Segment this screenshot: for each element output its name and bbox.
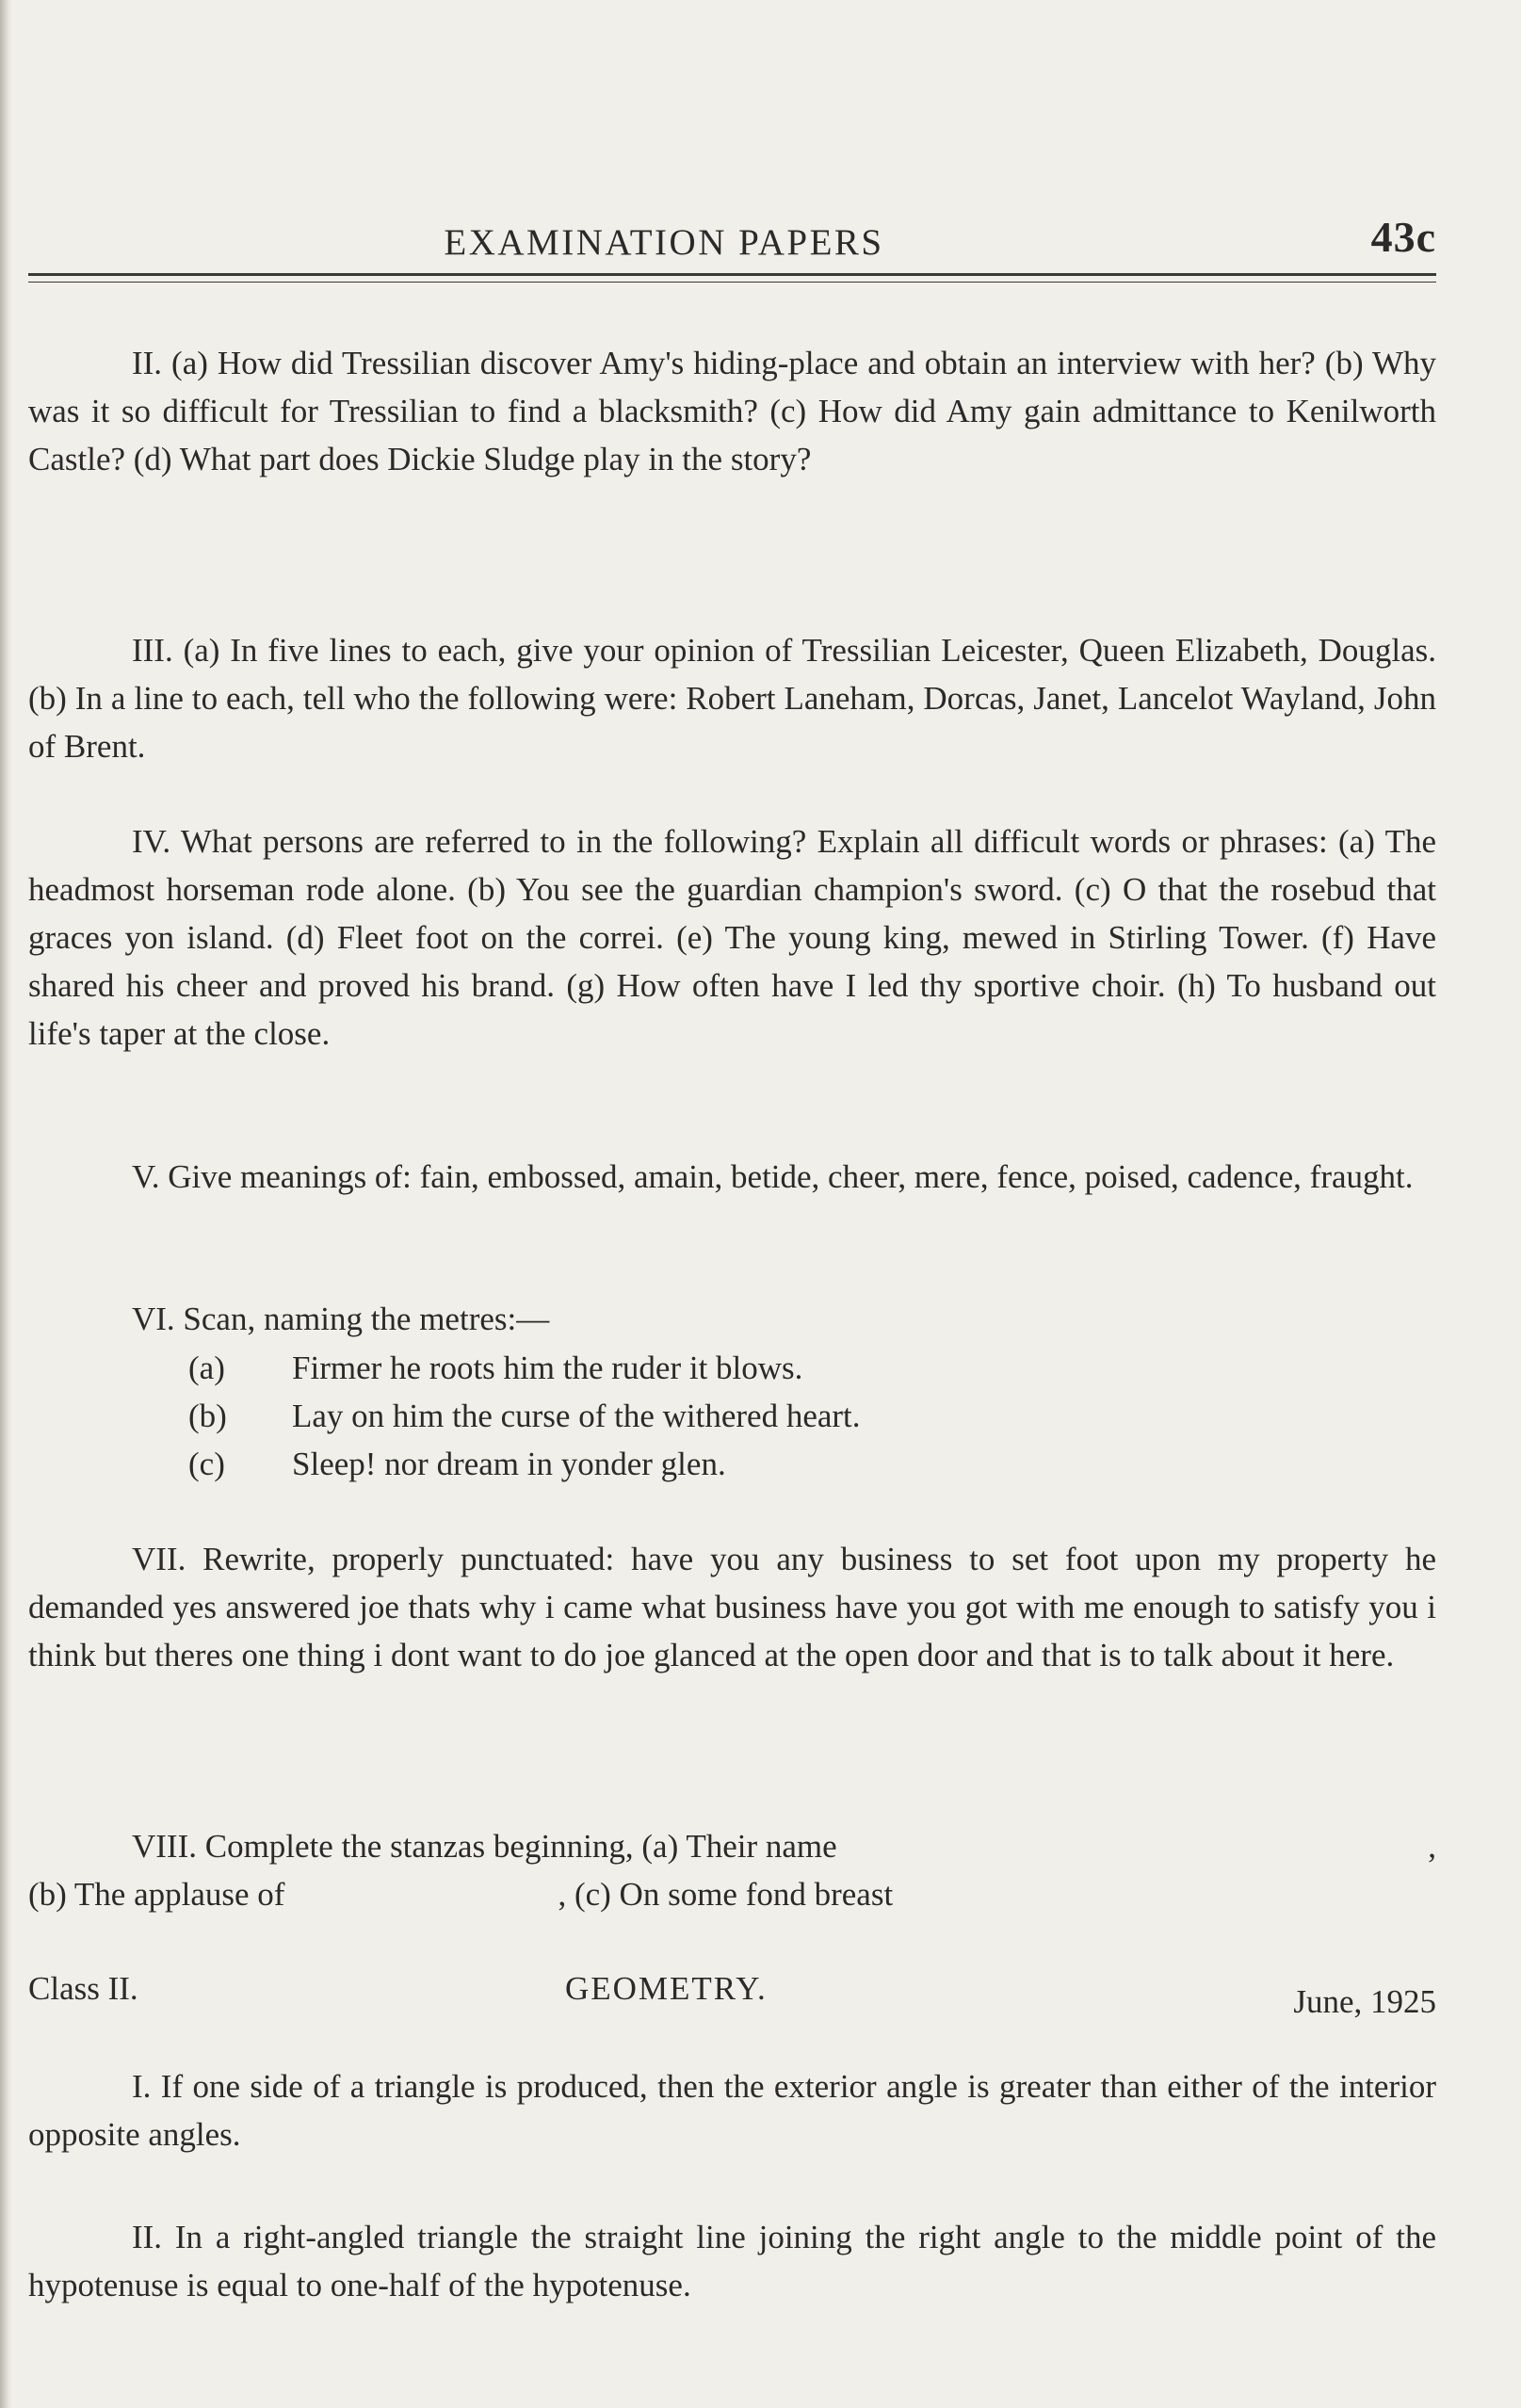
question-6-text: VI. Scan, naming the metres:— [132, 1301, 550, 1337]
question-8-line-2-start: (b) The applause of [28, 1876, 285, 1913]
page-number: 43c [1370, 213, 1436, 261]
question-5-text: V. Give meanings of: fain, embossed, amain, betide, cheer, mere, fence, poised, cadence, fraught. [132, 1158, 1414, 1195]
verse-line: (c) Sleep! nor dream in yonder glen. [188, 1446, 726, 1482]
question-6-verse [188, 1344, 1224, 1488]
question-6-intro [28, 1295, 1436, 1343]
geometry-question-1-text: I. If one side of a triangle is produced, then the exterior angle is greater than either of the interior opposite angles. [28, 2068, 1436, 2153]
question-2-text: II. (a) How did Tressilian discover Amy's hiding-place and obtain an interview with her? (b) Why was it so difficult for Tressilian to find a blacksmith? (c) How did Amy gain admittance to Kenilworth Castle? (d) What part does Dickie Sludge play in the story? [28, 345, 1436, 477]
page-spine-shadow [0, 0, 13, 2408]
question-5 [28, 1153, 1436, 1201]
question-2 [28, 339, 1436, 483]
verse-line: (b) Lay on him the curse of the withered heart. [188, 1398, 861, 1434]
question-8: VIII. Complete the stanzas beginning, (a) Their name , (b) The applause of , (c) On some fond breast [28, 1828, 1436, 1913]
question-8-line-2-end: , (c) On some fond breast [558, 1876, 894, 1913]
question-8-line-1: VIII. Complete the stanzas beginning, (a) Their name [132, 1828, 837, 1865]
question-3 [28, 626, 1436, 770]
question-3-text: III. (a) In five lines to each, give your opinion of Tressilian Leicester, Queen Elizabeth, Douglas. (b) In a line to each, tell who the following were: Robert Laneham, Dorcas, Janet, Lancelot Wayland, John of Brent. [28, 632, 1436, 765]
class-label: Class II. [28, 1970, 138, 2007]
question-7-text: VII. Rewrite, properly punctuated: have you any business to set foot upon my property he demanded yes answered joe thats why i came what business have you got with me enough to satisfy you i think but theres one thing i dont want to do joe glanced at the open door and that is to talk about it here. [28, 1541, 1436, 1673]
geometry-question-1 [28, 2062, 1436, 2158]
header-rule-thick [28, 273, 1436, 276]
geometry-question-2-text: II. In a right-angled triangle the straight line joining the right angle to the middle point of the hypotenuse is equal to one-half of the hypotenuse. [28, 2219, 1436, 2303]
question-4-text: IV. What persons are referred to in the following? Explain all difficult words or phrases: (a) The headmost horseman rode alone. (b) You see the guardian champion's sword. (c) O that the rosebud that graces yon island. (d) Fleet foot on the correi. (e) The young king, mewed in Stirling Tower. (f) Have shared his cheer and proved his brand. (g) How often have I led thy sportive choir. (h) To husband out life's taper at the close. [28, 823, 1436, 1052]
subject-title: GEOMETRY. [565, 1970, 768, 2007]
geometry-question-2 [28, 2213, 1436, 2309]
header-rule-thin [28, 282, 1436, 283]
section-heading [28, 1970, 1436, 2027]
verse-line: (a) Firmer he roots him the ruder it blows. [188, 1349, 803, 1386]
question-7 [28, 1535, 1436, 1679]
page-header [28, 212, 1436, 278]
running-title: EXAMINATION PAPERS [444, 222, 884, 263]
exam-date: June, 1925 [1293, 1983, 1436, 2020]
question-4 [28, 817, 1436, 1058]
